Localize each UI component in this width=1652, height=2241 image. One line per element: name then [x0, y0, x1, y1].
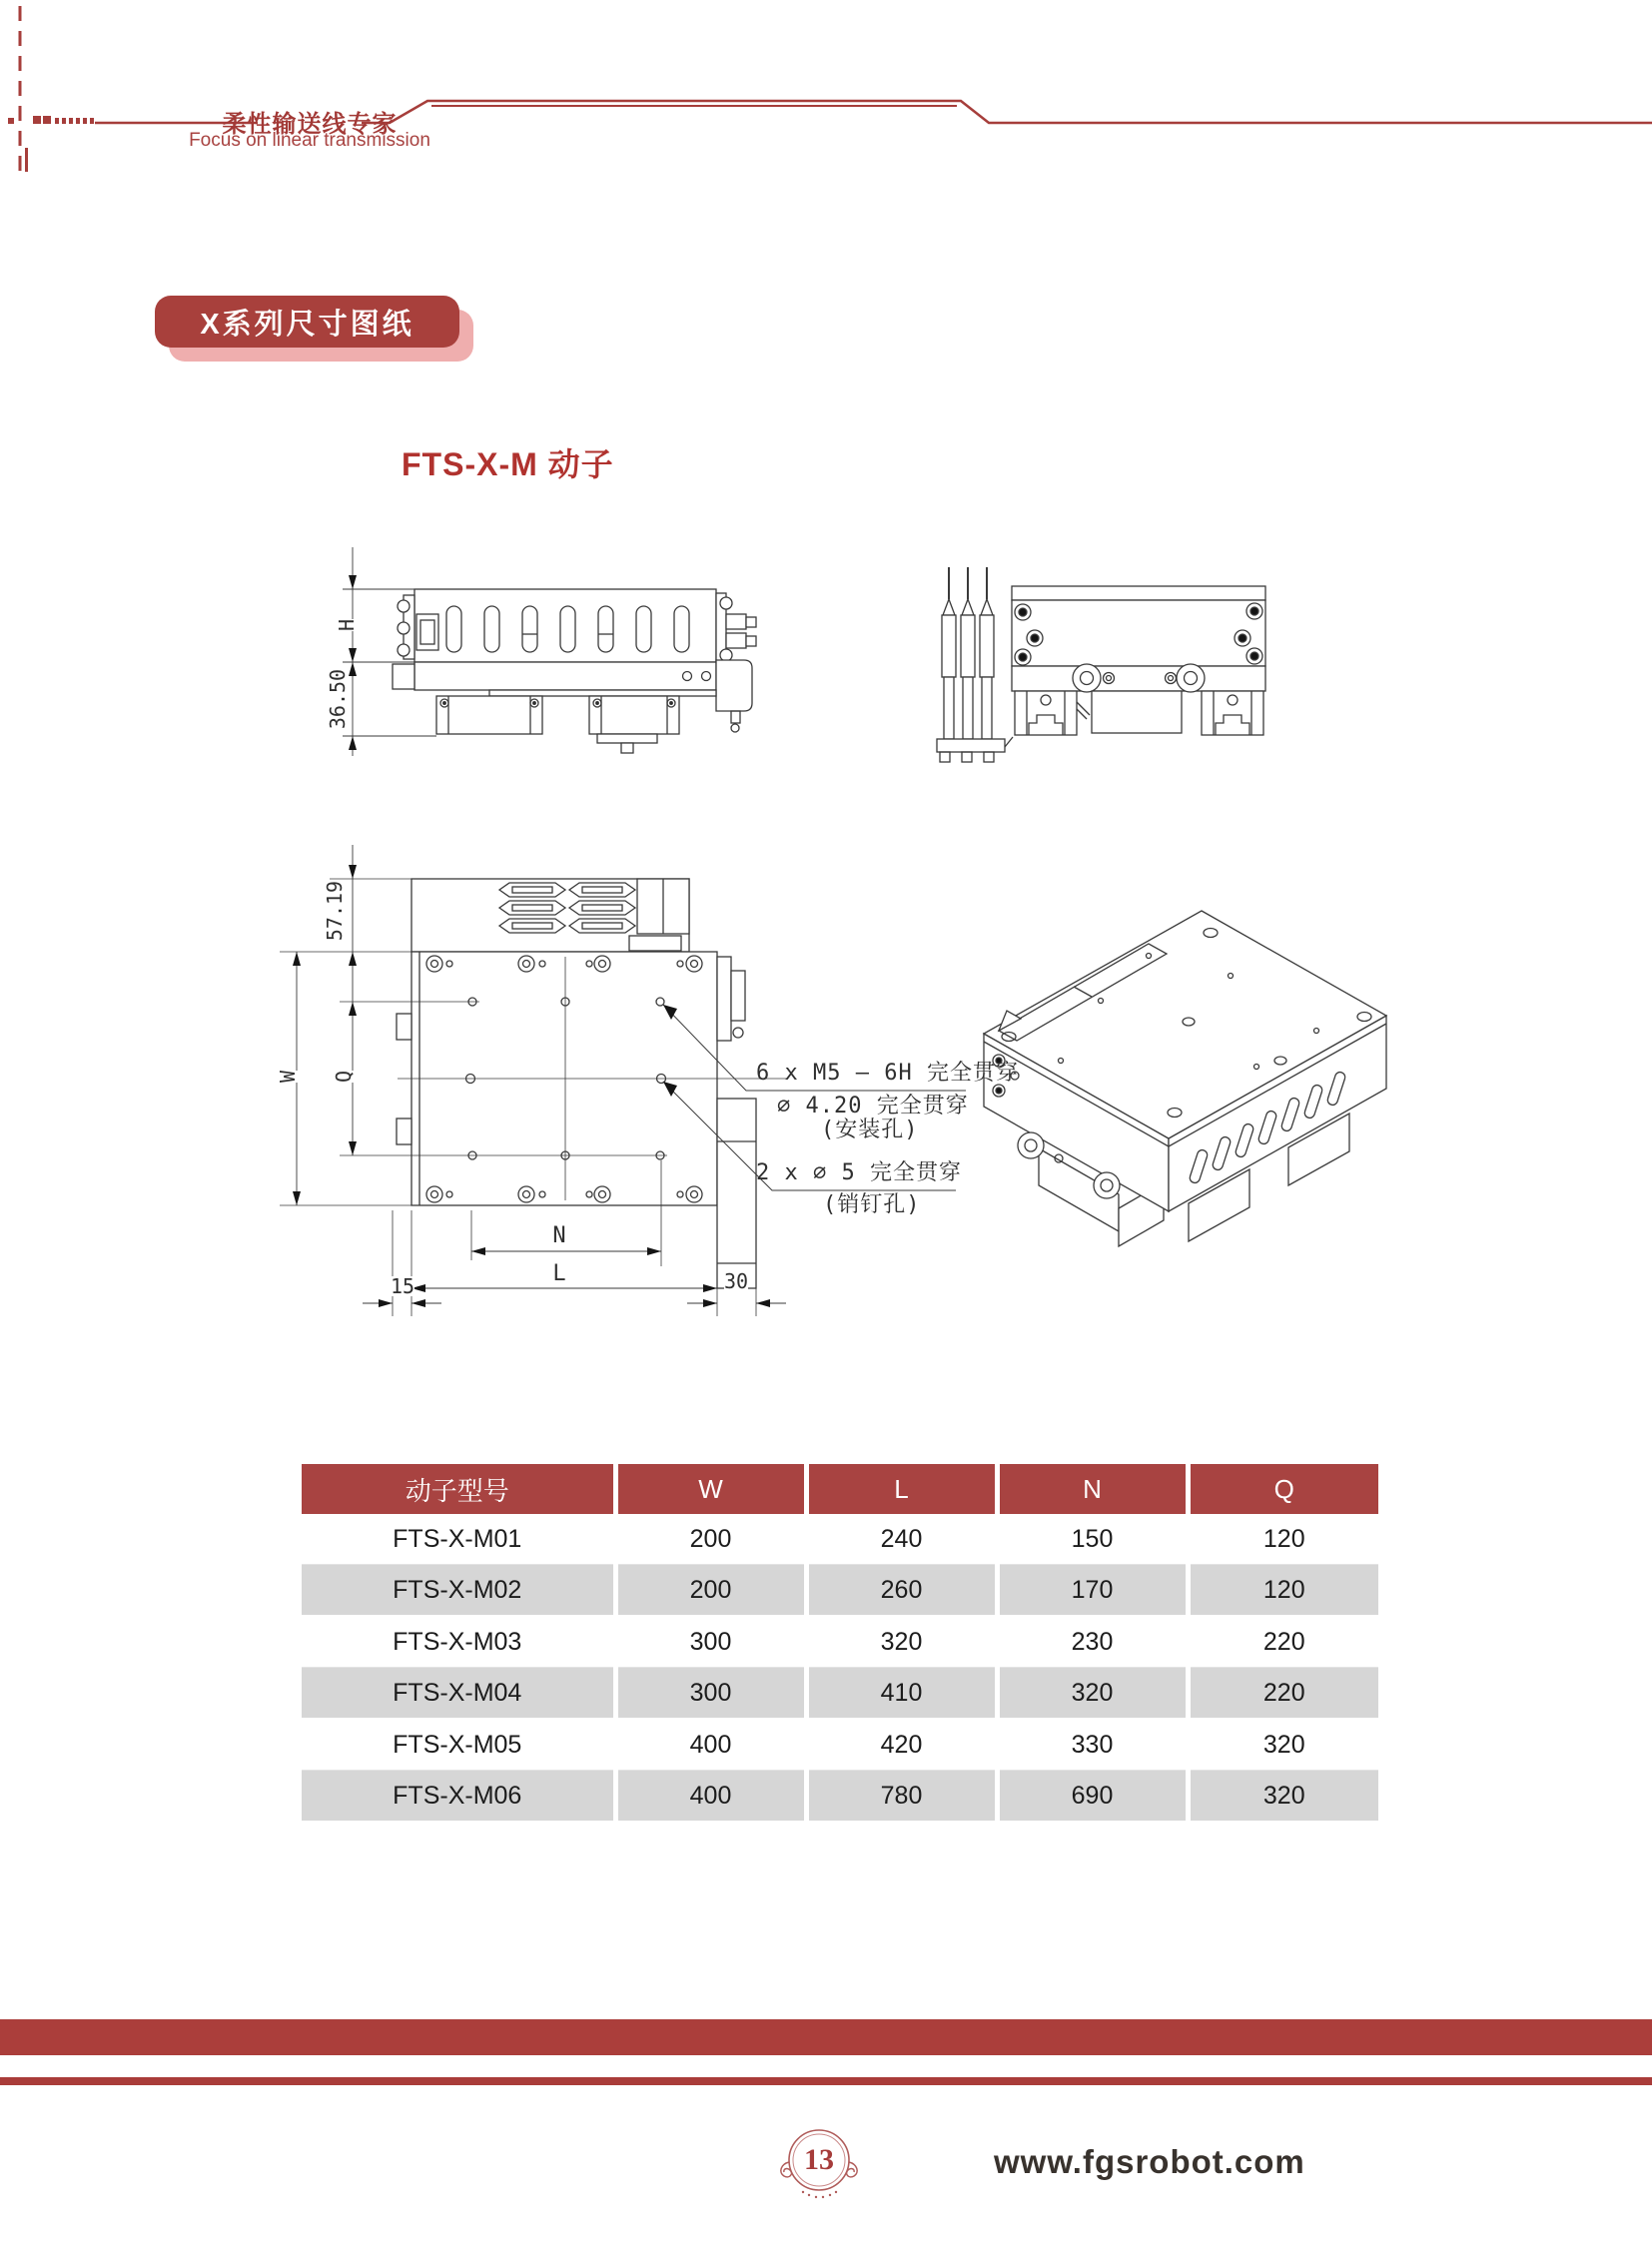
cell-model: FTS-X-M05 — [302, 1719, 615, 1771]
dim-label-L: L — [552, 1261, 566, 1286]
dim-label-Q: Q — [332, 1070, 356, 1084]
spec-table — [302, 1464, 1378, 1823]
page-number: 13 — [804, 2143, 834, 2176]
dim-label-30: 30 — [723, 1269, 749, 1293]
section-banner — [155, 296, 459, 348]
cell-model: FTS-X-M06 — [302, 1771, 615, 1823]
table-row: FTS-X-M02 200 260 170 120 — [302, 1565, 1378, 1617]
col-header-n: N — [997, 1464, 1188, 1514]
drawing-title: FTS-X-M 动子 — [402, 446, 614, 482]
dim-label-H: H — [335, 618, 359, 632]
table-row: FTS-X-M05 400 420 330 320 — [302, 1719, 1378, 1771]
dim-label-N: N — [552, 1223, 566, 1248]
col-header-l: L — [806, 1464, 997, 1514]
section-banner-label: X系列尺寸图纸 — [200, 308, 414, 341]
front-view — [343, 547, 756, 756]
callout-mounting-line1: 6 x M5 – 6H 完全贯穿 — [756, 1061, 1019, 1086]
dim-label-36-50: 36.50 — [326, 668, 350, 730]
side-view — [937, 567, 1265, 762]
page-number-badge — [769, 2110, 869, 2210]
table-row: FTS-X-M03 300 320 230 220 — [302, 1616, 1378, 1668]
company-slogan-en: Focus on linear transmission — [189, 130, 430, 151]
isometric-view — [984, 911, 1386, 1246]
cell-model: FTS-X-M01 — [302, 1514, 615, 1565]
company-slogan-zh: 柔性输送线专家 — [222, 111, 398, 138]
cell-model: FTS-X-M04 — [302, 1668, 615, 1720]
dim-label-W: W — [276, 1070, 300, 1084]
footer-bar-thin — [0, 2077, 1652, 2085]
table-row: FTS-X-M06 400 780 690 320 — [302, 1771, 1378, 1823]
dim-label-15: 15 — [390, 1274, 415, 1298]
website-link[interactable]: www.fgsrobot.com — [994, 2143, 1305, 2180]
callout-mounting-line2: ∅ 4.20 完全贯穿 — [777, 1094, 969, 1119]
callout-pin-line2: (销钉孔) — [823, 1192, 921, 1217]
cell-model: FTS-X-M02 — [302, 1565, 615, 1617]
footer-bar-thick — [0, 2019, 1652, 2055]
table-row: FTS-X-M04 300 410 320 220 — [302, 1668, 1378, 1720]
col-header-w: W — [615, 1464, 806, 1514]
col-header-q: Q — [1188, 1464, 1378, 1514]
col-header-model: 动子型号 — [302, 1464, 615, 1514]
cell-model: FTS-X-M03 — [302, 1616, 615, 1668]
callout-pin-line1: 2 x ∅ 5 完全贯穿 — [756, 1160, 962, 1185]
callout-mounting-line3: (安装孔) — [821, 1118, 919, 1142]
table-row: FTS-X-M01 200 240 150 120 — [302, 1514, 1378, 1565]
dim-label-57-19: 57.19 — [323, 880, 347, 942]
spec-table-header-row — [302, 1464, 1378, 1514]
